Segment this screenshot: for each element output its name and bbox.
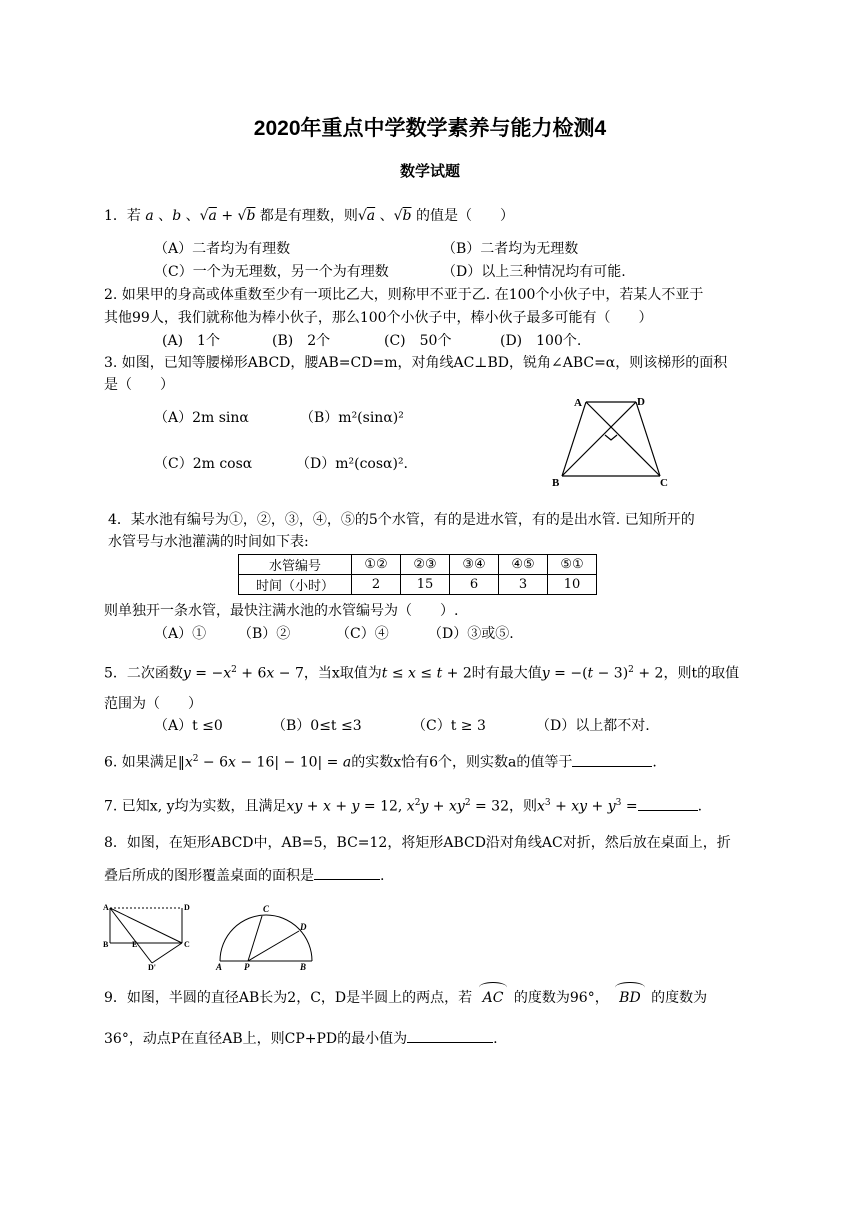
pipe-table-row: 时间（小时） 2 15 6 3 10 <box>239 575 597 595</box>
q3-line1: 3. 如图，已知等腰梯形ABCD，腰AB=CD=m，对角线AC⊥BD，锐角∠ABC=α，则该梯形的面积 <box>104 355 728 371</box>
q3-option-b: （B）m²(sinα)² <box>300 410 404 426</box>
q4-line3: 则单独开一条水管，最快注满水池的水管编号为（ ）. <box>104 603 459 619</box>
q2-option-c: (C) 50个 <box>384 333 452 349</box>
q1-stem: 1．若 a 、b 、√a + √b 都是有理数，则√a 、√b 的值是（ ） <box>104 208 514 224</box>
q6-answer-blank[interactable] <box>572 752 652 767</box>
q4-option-b: （B）② <box>238 626 291 642</box>
q4-option-a: （A）① <box>154 626 207 642</box>
fig9-label-a: A <box>216 962 223 972</box>
q4-option-d: （D）③或⑤. <box>428 626 514 642</box>
q5-option-a: （A）t ≤0 <box>154 718 223 734</box>
fig8-label-e: E <box>132 940 138 949</box>
fig8-label-a: A <box>103 903 109 912</box>
fig8-label-dprime: D' <box>148 963 156 972</box>
q4-option-c: （C）④ <box>336 626 389 642</box>
q4-line1: 4．某水池有编号为①，②，③，④，⑤的5个水管，有的是进水管，有的是出水管. 已知所开的 <box>108 512 695 528</box>
q1-option-d: （D）以上三种情况均有可能. <box>442 264 626 280</box>
q1-option-b: （B）二者均为无理数 <box>442 241 579 257</box>
fig8-label-c: C <box>184 940 190 949</box>
q8-answer-blank[interactable] <box>314 865 380 880</box>
trap-label-c: C <box>660 477 668 489</box>
q8-line1: 8．如图，在矩形ABCD中，AB=5，BC=12，将矩形ABCD沿对角线AC对折，然后放在桌面上，折 <box>104 835 731 851</box>
pipe-table-header: 水管编号 ①② ②③ ③④ ④⑤ ⑤① <box>239 555 597 575</box>
q1-option-a: （A）二者均为有理数 <box>154 241 291 257</box>
q3-option-d: （D）m²(cosα)². <box>296 456 409 472</box>
q5-option-b: （B）0≤t ≤3 <box>272 718 362 734</box>
q5-option-d: （D）以上都不对. <box>536 718 650 734</box>
q2-line1: 2. 如果甲的身高或体重数至少有一项比乙大，则称甲不亚于乙. 在100个小伙子中，若某人不亚于 <box>104 287 704 303</box>
q7-answer-blank[interactable] <box>638 796 698 811</box>
q2-option-b: (B) 2个 <box>272 333 331 349</box>
semicircle-figure <box>212 900 322 972</box>
page-subtitle: 数学试题 <box>399 163 460 180</box>
q7-line: 7. 已知x, y均为实数，且满足xy + x + y = 12, $x^2y + xy^2 = 32$，则$x^3$ + xy + $y^3$ = . <box>104 793 702 817</box>
q5-line1: 5．二次函数$y = -x^2 + 6x - 7$，当x取值为t ≤ x ≤ t + 2时有最大值$y = -(t - 3)^2 + 2$，则t的取值 <box>104 665 740 682</box>
fig9-label-c: C <box>263 904 270 914</box>
arc-bd: BD <box>613 988 647 1008</box>
q9-line2: 36°，动点P在直径AB上，则CP+PD的最小值为 . <box>104 1028 498 1049</box>
trap-label-b: B <box>552 477 560 489</box>
fig9-label-p: P <box>244 962 250 972</box>
arc-ac: AC <box>477 988 510 1008</box>
q6-line: 6. 如果满足$‖x^2 - 6x - 16| - 10| = a$的实数x恰有6个，则实数a的值等于 . <box>104 749 657 773</box>
q8-line2: 叠后所成的图形覆盖桌面的面积是 . <box>104 865 384 886</box>
q5-option-c: （C）t ≥ 3 <box>412 718 486 734</box>
trap-label-a: A <box>574 397 582 409</box>
q5-line2: 范围为（ ） <box>104 696 202 712</box>
fig8-label-d: D <box>184 903 190 912</box>
q1-option-c: （C）一个为无理数，另一个为有理数 <box>154 264 389 280</box>
page-title: 2020年重点中学数学素养与能力检测4 <box>253 117 607 140</box>
q3-option-c: （C）2m cosα <box>154 456 253 472</box>
q3-line2: 是（ ） <box>104 377 174 393</box>
fig8-label-b: B <box>103 940 109 949</box>
q3-option-a: （A）2m sinα <box>154 410 249 426</box>
q2-line2: 其他99人，我们就称他为棒小伙子，那么100个小伙子中，棒小伙子最多可能有（ ） <box>104 310 653 326</box>
trap-label-d: D <box>637 396 645 408</box>
q2-option-d: (D) 100个. <box>500 333 582 349</box>
q4-line2: 水管号与水池灌满的时间如下表: <box>108 534 309 550</box>
folded-rectangle-figure <box>100 900 200 972</box>
q9-line1: 9．如图，半圆的直径AB长为2，C，D是半圆上的两点，若 AC 的度数为96°， BD 的度数为 <box>104 990 708 1006</box>
q2-option-a: (A) 1个 <box>162 333 220 349</box>
fig9-label-b: B <box>300 962 307 972</box>
q9-answer-blank[interactable] <box>407 1028 493 1043</box>
trapezoid-figure <box>548 392 678 488</box>
fig9-label-d: D <box>300 922 307 932</box>
pipe-table <box>238 554 597 595</box>
